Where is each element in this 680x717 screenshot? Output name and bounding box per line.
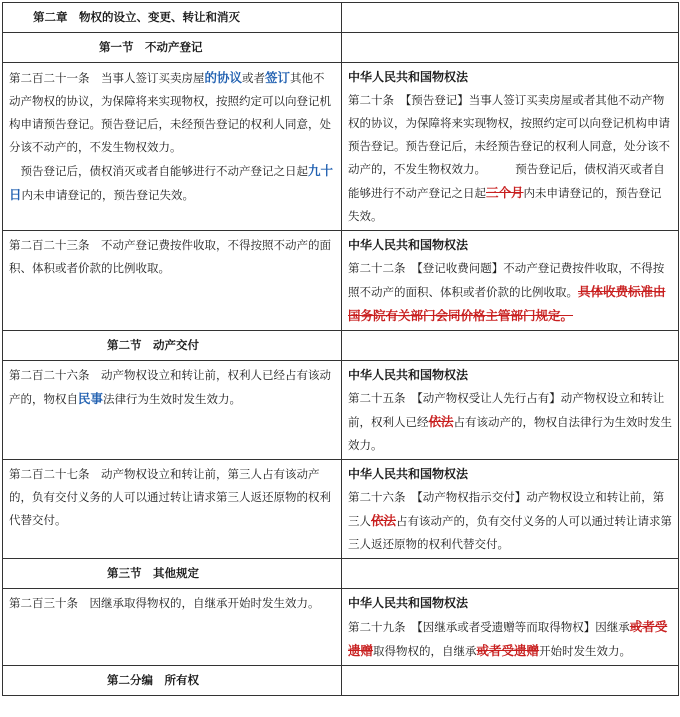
text: 第二十条 【预告登记】当事人签订买卖房屋或者其他不动产物权的协议，为保障将来实现物权，按照约定可以向登记机构申请预告登记。预告登记后，未经预告登记的权利人同意，处分该不动产的，不发生物权效力。 [348, 93, 670, 176]
deleted-text: 具体收费标准由国务院有关部门会同价格主管部门规定。 [348, 284, 666, 323]
text: 内未申请登记的，预告登记失效。 [21, 188, 195, 202]
division-row [3, 666, 679, 696]
article-row [3, 63, 679, 231]
property-law-article [342, 460, 679, 559]
civil-code-article [3, 63, 342, 231]
article-row [3, 361, 679, 460]
division-title: 第二分编 所有权 [3, 666, 342, 696]
empty-cell [342, 3, 679, 33]
comparison-table [2, 2, 679, 696]
text: 第二十九条 【因继承或者受遗赠等而取得物权】因继承 [348, 620, 630, 634]
property-law-article [342, 231, 679, 331]
civil-code-article: 第二百二十七条 动产物权设立和转让前，第三人占有该动产的，负有交付义务的人可以通过转让请求第三人返还原物的权利代替交付。 [3, 460, 342, 559]
section-row [3, 559, 679, 589]
law-name: 中华人民共和国物权法 [348, 368, 469, 382]
section-title: 第二节 动产交付 [3, 331, 342, 361]
property-law-article [342, 63, 679, 231]
text: 占有该动产的，负有交付义务的人可以通过转让请求第三人返还原物的权利代替交付。 [348, 514, 673, 551]
civil-code-article [3, 361, 342, 460]
article-row [3, 231, 679, 331]
law-name: 中华人民共和国物权法 [348, 596, 469, 610]
civil-code-article: 第二百三十条 因继承取得物权的，自继承开始时发生效力。 [3, 589, 342, 666]
property-law-article [342, 589, 679, 666]
text: 第二十六条 【动产物权指示交付】动产物权设立和转让前，第三人 [348, 490, 665, 528]
empty-cell [342, 559, 679, 589]
text: 占有该动产的，物权自法律行为生效时发生效力。 [348, 415, 673, 452]
text: 或者 [242, 71, 266, 85]
text: 第二百二十六条 动产物权设立和转让前，权利人已经占有该动产的，物权自 [9, 368, 331, 406]
chapter-title: 第二章 物权的设立、变更、转让和消灭 [3, 3, 342, 33]
law-name: 中华人民共和国物权法 [348, 70, 469, 84]
text: 取得物权的，自继承 [373, 644, 477, 658]
text: 第二十五条 【动产物权受让人先行占有】动产物权设立和转让前，权利人已经 [348, 391, 665, 429]
article-row [3, 460, 679, 559]
property-law-article [342, 361, 679, 460]
text: 开始时发生效力。 [539, 644, 632, 658]
empty-cell [342, 33, 679, 63]
section-row [3, 33, 679, 63]
article-row [3, 589, 679, 666]
deleted-text: 三个月 [486, 185, 524, 200]
section-row [3, 331, 679, 361]
section-title: 第一节 不动产登记 [3, 33, 342, 63]
law-name: 中华人民共和国物权法 [348, 467, 469, 481]
article-paragraph [9, 66, 335, 159]
added-text: 九十日 [9, 163, 334, 202]
deleted-text: 依法 [371, 513, 397, 528]
article-paragraph [9, 159, 335, 207]
civil-code-article: 第二百二十三条 不动产登记费按件收取，不得按照不动产的面积、体积或者价款的比例收取。 [3, 231, 342, 331]
law-name: 中华人民共和国物权法 [348, 238, 469, 252]
text: 第二十二条 【登记收费问题】不动产登记费按件收取，不得按照不动产的面积、体积或者价款的比例收取。 [348, 261, 665, 299]
text: 其他不动产物权的协议，为保障将来实现物权，按照约定可以向登记机构申请预告登记。预告登记后，未经预告登记的权利人同意，处分该不动产的，不发生物权效力。 [9, 71, 331, 154]
empty-cell [342, 331, 679, 361]
deleted-text: 或者受遗赠 [476, 643, 540, 658]
text: 预告登记后，债权消灭或者自能够进行不动产登记之日起 [20, 164, 308, 178]
text: 法律行为生效时发生效力。 [103, 392, 242, 406]
text: 第二百二十一条 当事人签订买卖房屋 [9, 71, 205, 85]
empty-cell [342, 666, 679, 696]
added-text: 的协议 [204, 70, 243, 85]
chapter-row [3, 3, 679, 33]
section-title: 第三节 其他规定 [3, 559, 342, 589]
deleted-text: 依法 [428, 414, 454, 429]
deleted-text: 或者受遗赠 [348, 619, 668, 658]
text: 预告登记后，债权消灭或者自能够进行不动产登记之日起 [348, 162, 665, 200]
text: 内未申请登记的，预告登记失效。 [348, 186, 662, 223]
added-text: 民事 [78, 391, 104, 406]
added-text: 签订 [265, 70, 291, 85]
